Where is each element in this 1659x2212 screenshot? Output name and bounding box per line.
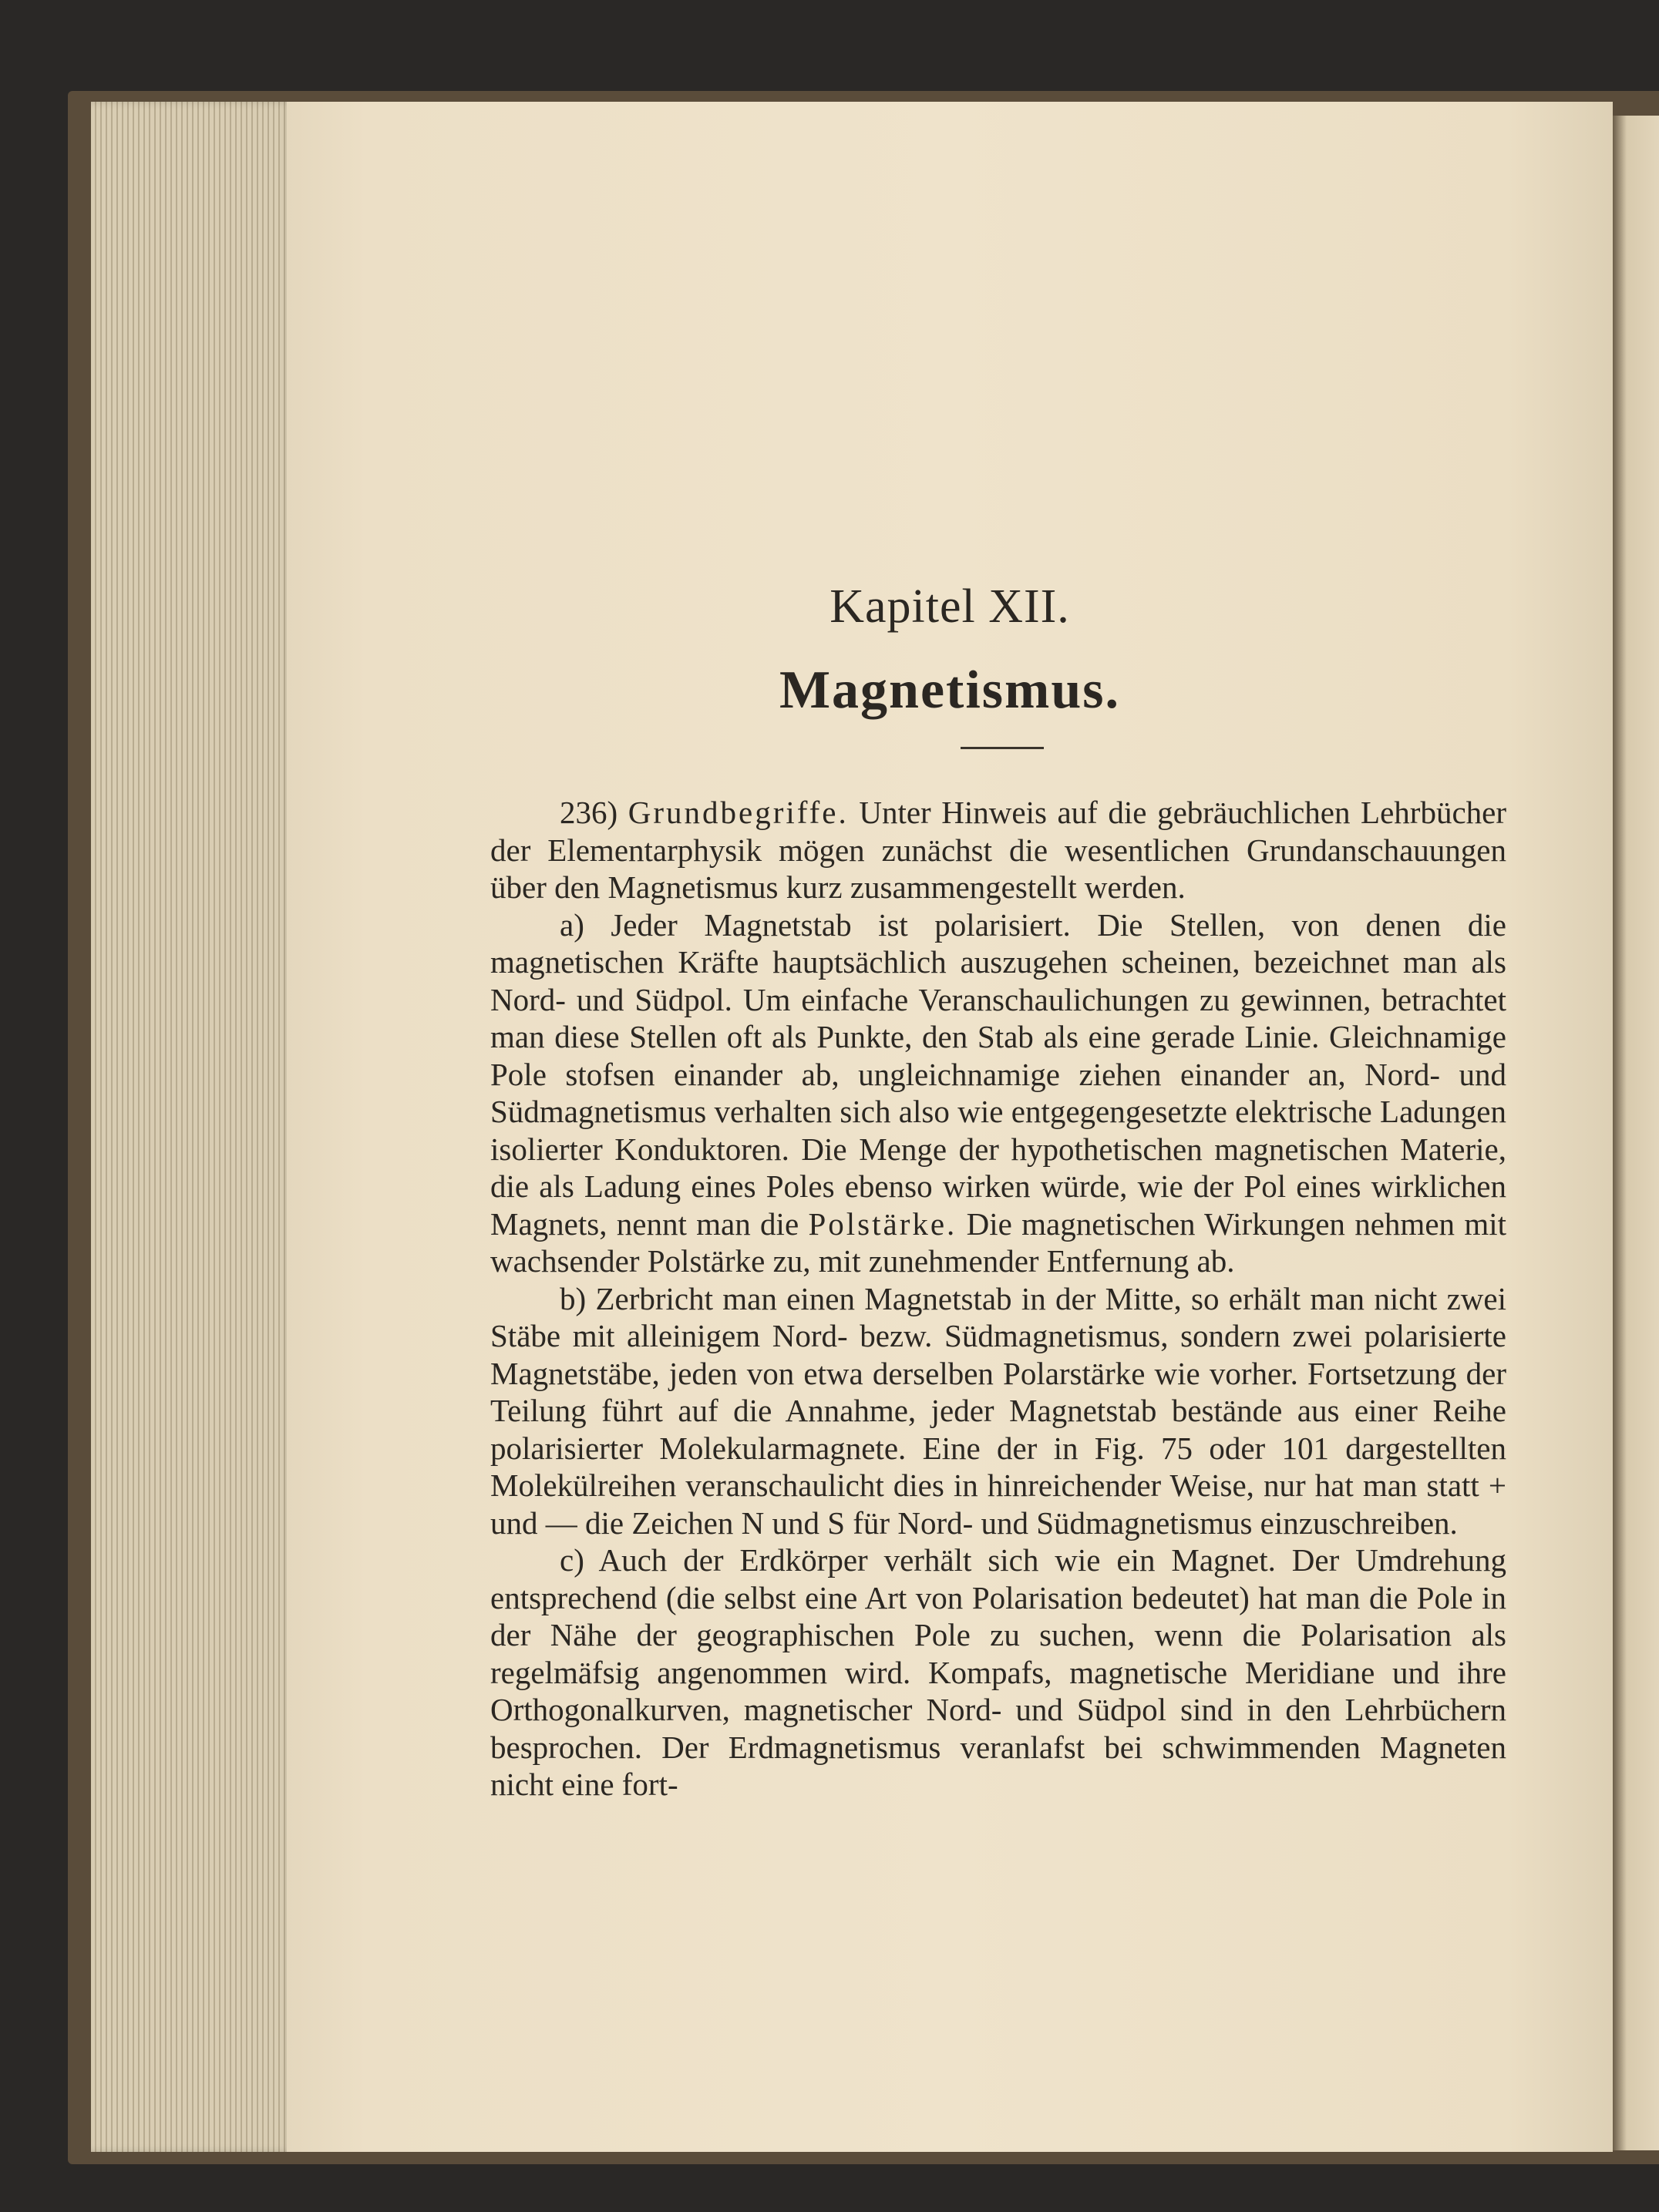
paragraph-a-before: a) Jeder Magnetstab ist polarisiert. Die Stellen, von denen die magnetischen Kräfte hauptsächlich auszugehen scheinen, bezeichnet man als Nord- und Südpol. Um einfache Veranschaulichungen zu gewinnen, betrachtet man diese Stellen oft als Punkte, den Stab als eine gerade Linie. Gleichnamige Pole stofsen einander ab, ungleichnamige ziehen einander an, Nord- und Südmagnetismus verhalten sich also wie entgegengesetzte elektrische Ladungen isolierter Konduktoren. Die Menge der hypothetischen magnetischen Materie, die als Ladung eines Poles ebenso wirken würde, wie der Pol eines wirklichen Magnets, nennt man die bbox=[490, 906, 1506, 1242]
facing-page-edge bbox=[1613, 116, 1659, 2150]
section-number: 236) bbox=[560, 795, 618, 830]
page-stack-edge bbox=[91, 102, 293, 2152]
paragraph-a bbox=[490, 906, 1506, 1280]
paragraph-b: b) Zerbricht man einen Magnetstab in der Mitte, so erhält man nicht zwei Stäbe mit alleinigem Nord- bezw. Südmagnetismus, sondern zwei polarisierte Magnetstäbe, jeden von etwa derselben Polarstärke wie vorher. Fortsetzung der Teilung führt auf die Annahme, jeder Magnetstab bestände aus einer Reihe polarisierter Molekularmagnete. Eine der in Fig. 75 oder 101 dargestellten Molekülreihen veranschaulicht dies in hinreichender Weise, nur hat man statt + und — die Zeichen N und S für Nord- und Südmagnetismus einzuschreiben. bbox=[490, 1280, 1506, 1541]
chapter-title: Magnetismus. bbox=[779, 661, 1121, 720]
title-divider bbox=[961, 747, 1044, 749]
section-paragraph bbox=[490, 794, 1506, 906]
paragraph-c: c) Auch der Erdkörper verhält sich wie ein Magnet. Der Umdrehung entsprechend (die selbst eine Art von Polarisation bedeutet) hat man die Pole in der Nähe der geographischen Pole zu suchen, wenn die Polarisation als regelmäfsig angenommen wird. Kompafs, magnetische Meridiane und ihre Orthogonalkurven, magnetischer Nord- und Südpol sind in den Lehrbüchern besprochen. Der Erdmagnetismus veranlafst bei schwimmenden Magneten nicht eine fort- bbox=[490, 1542, 1506, 1802]
body-text bbox=[490, 794, 1506, 1804]
chapter-label: Kapitel XII. bbox=[830, 580, 1070, 633]
section-heading: Grundbegriffe. bbox=[628, 795, 849, 830]
term-polstaerke: Polstärke. bbox=[808, 1205, 957, 1242]
section-intro: Unter Hinweis auf die gebräuchlichen Lehrbücher der Elementarphysik mögen zunächst die wesentlichen Grundanschauungen über den Magnetismus kurz zusammengestellt werden. bbox=[490, 795, 1507, 905]
paragraph-a-after: Die magnetischen Wirkungen nehmen mit wachsender Polstärke zu, mit zunehmender Entfernung ab. bbox=[490, 1205, 1507, 1279]
